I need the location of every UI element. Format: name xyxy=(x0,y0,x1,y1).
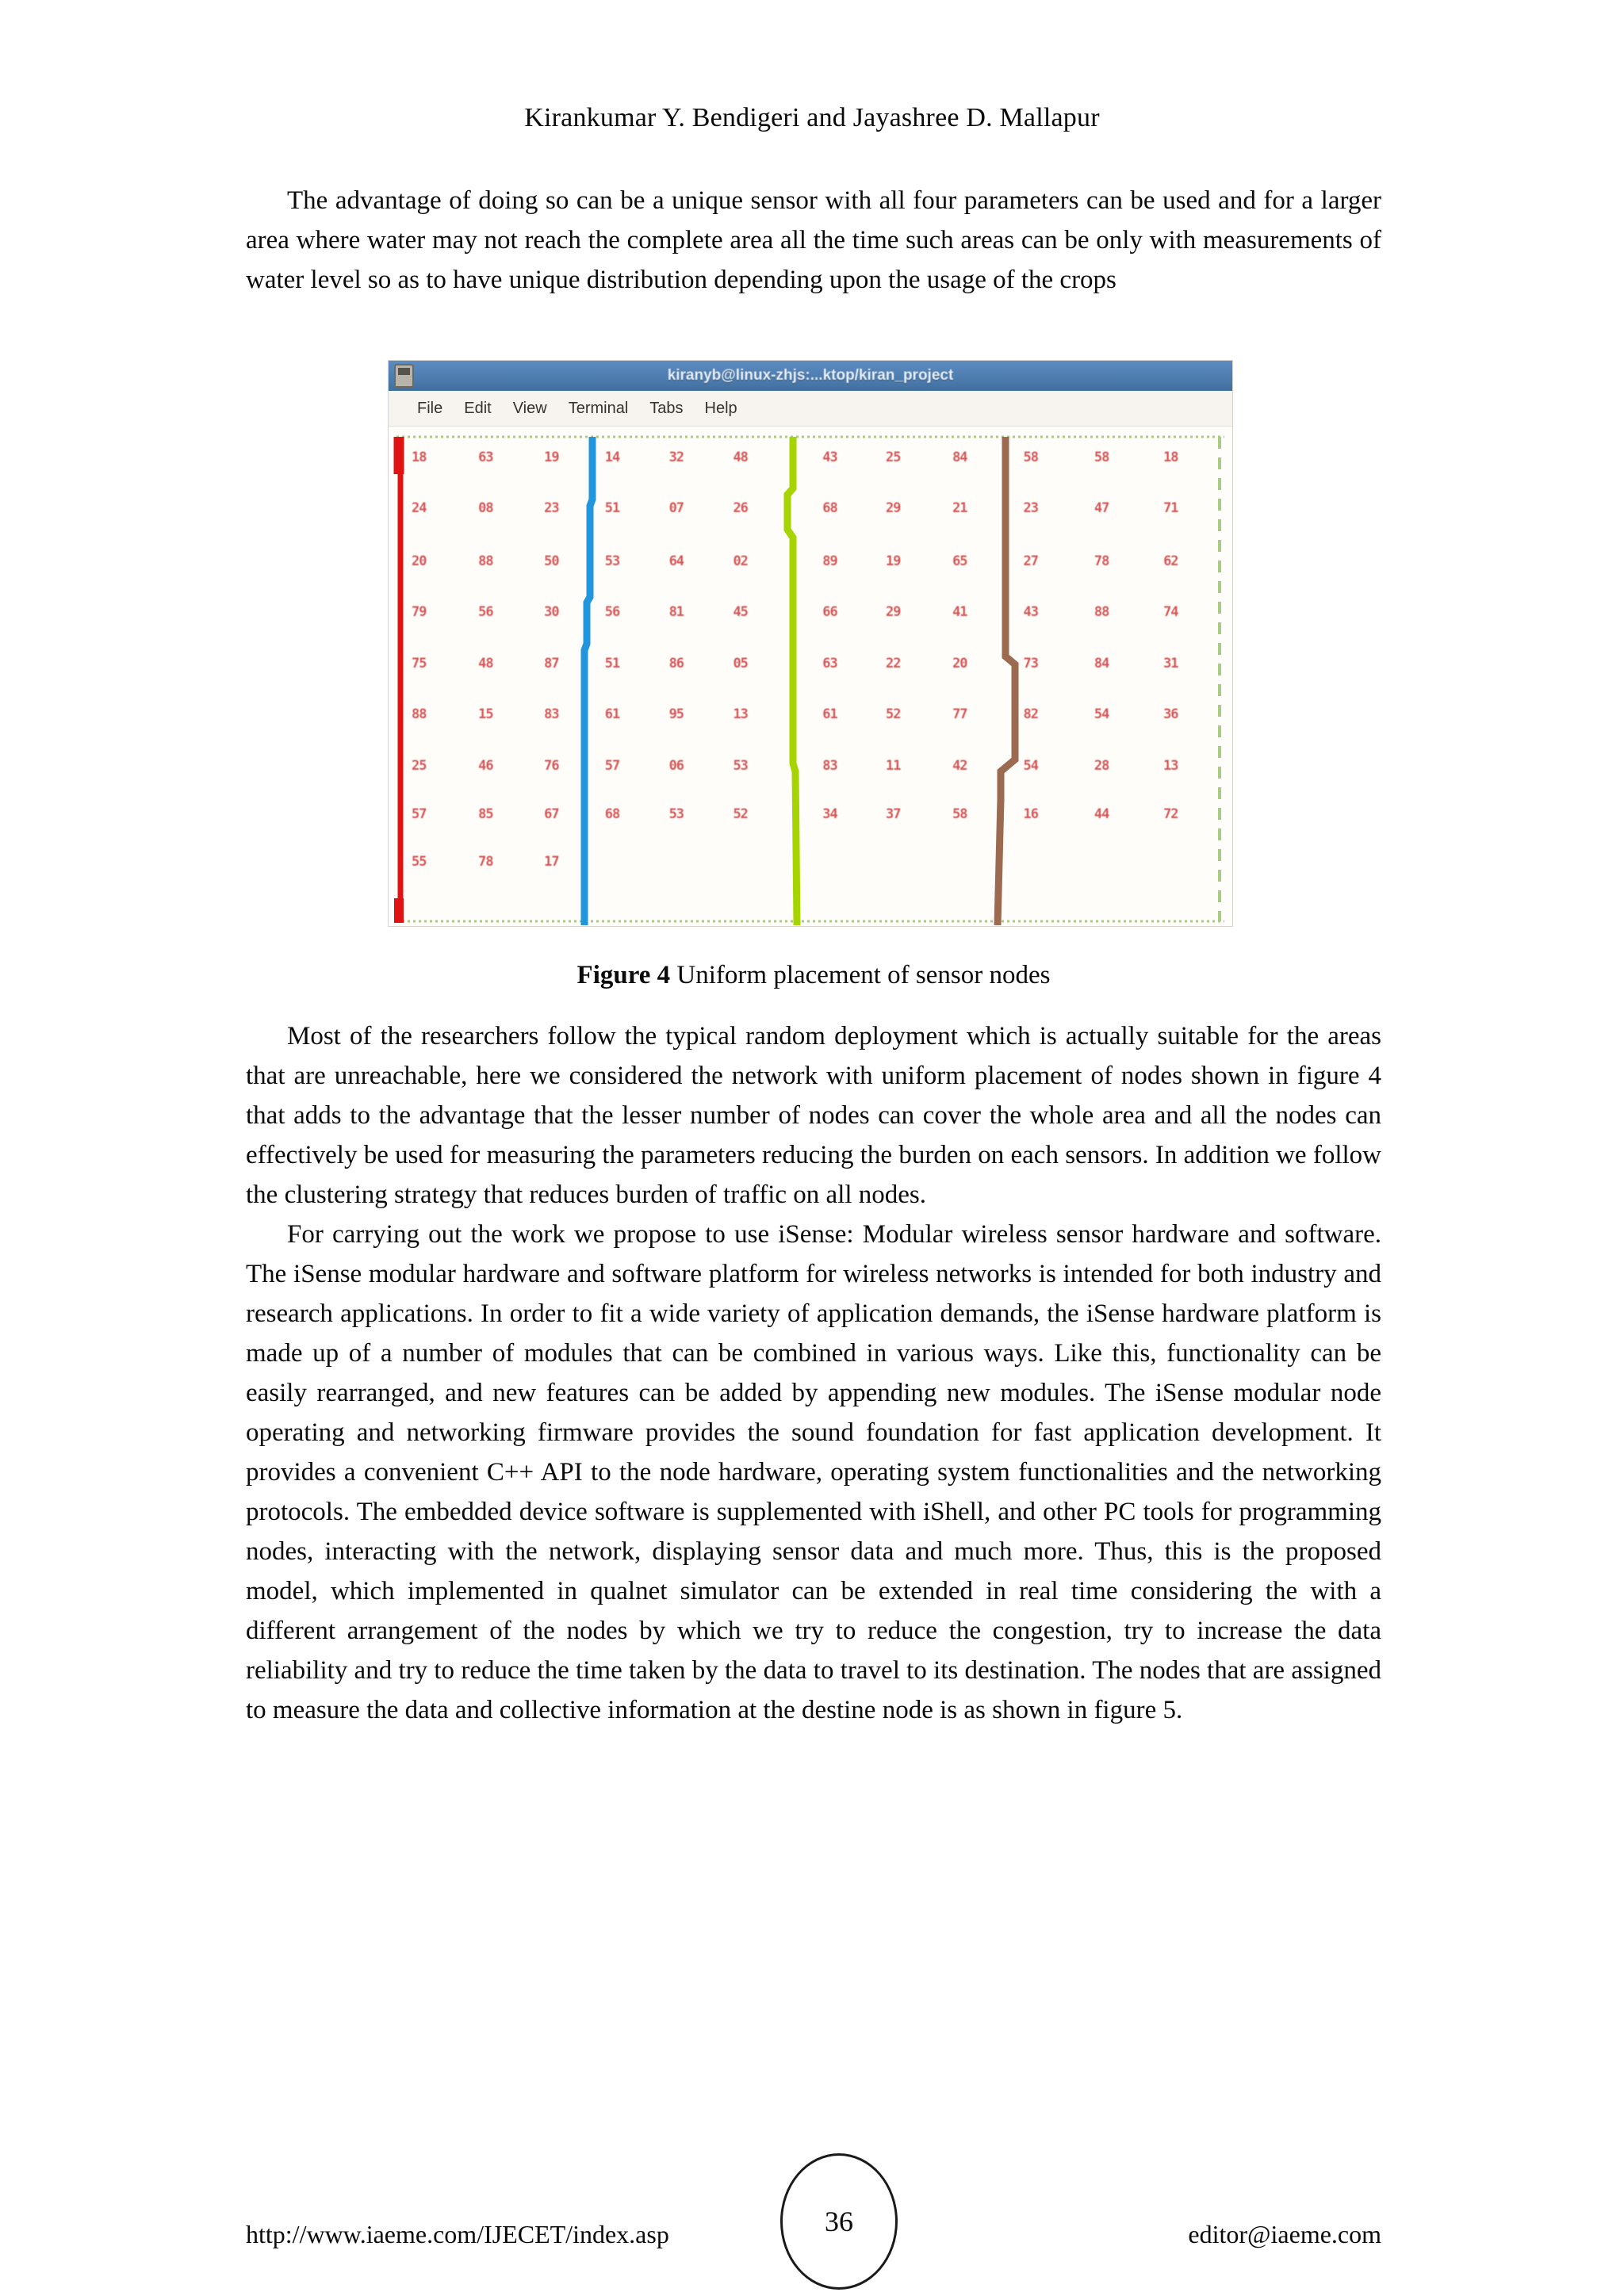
sensor-node-value: 57 xyxy=(412,806,427,823)
sensor-node-value: 72 xyxy=(1163,806,1178,823)
sensor-node-value: 57 xyxy=(604,757,620,774)
sensor-node-value: 20 xyxy=(412,553,427,570)
footer-editor-email[interactable]: editor@iaeme.com xyxy=(1188,2220,1381,2248)
menu-item-file: File xyxy=(417,399,443,417)
sensor-node-value: 50 xyxy=(544,553,559,570)
sensor-node-value: 36 xyxy=(1163,706,1178,722)
sensor-node-value: 15 xyxy=(478,706,493,722)
sensor-node-value: 54 xyxy=(1023,757,1038,774)
sensor-node-value: 81 xyxy=(668,603,684,620)
sensor-node-value: 05 xyxy=(733,655,748,672)
sensor-node-value: 54 xyxy=(1094,706,1109,722)
sensor-node-value: 19 xyxy=(886,553,901,570)
sensor-node-value: 48 xyxy=(733,449,748,465)
figure4-caption xyxy=(246,961,1381,990)
sensor-node-value: 79 xyxy=(412,603,427,620)
sensor-node-value: 29 xyxy=(886,499,901,516)
sensor-node-value: 13 xyxy=(733,706,748,722)
sensor-node-value: 34 xyxy=(822,806,837,823)
cluster-line-brown xyxy=(998,437,1015,925)
sensor-node-value: 88 xyxy=(412,706,427,722)
figure4-caption-label: Figure 4 xyxy=(576,961,671,989)
sensor-node-value: 41 xyxy=(952,603,967,620)
sensor-node-value: 85 xyxy=(478,806,493,823)
sensor-node-value: 53 xyxy=(668,806,684,823)
sensor-node-value: 07 xyxy=(668,499,684,516)
sensor-node-value: 82 xyxy=(1023,706,1038,722)
sensor-node-value: 22 xyxy=(886,655,901,672)
sensor-node-value: 25 xyxy=(886,449,901,465)
footer-journal-url[interactable]: http://www.iaeme.com/IJECET/index.asp xyxy=(246,2220,669,2248)
sensor-node-value: 58 xyxy=(952,806,967,823)
sensor-node-value: 68 xyxy=(604,806,620,823)
menu-item-terminal: Terminal xyxy=(568,399,629,417)
sensor-node-value: 78 xyxy=(1094,553,1109,570)
window-titlebar xyxy=(389,361,1232,391)
sensor-node-value: 42 xyxy=(952,757,967,774)
sensor-node-value: 44 xyxy=(1094,806,1109,823)
sensor-node-value: 43 xyxy=(1023,603,1038,620)
sensor-node-value: 89 xyxy=(822,553,837,570)
paragraph-1: The advantage of doing so can be a unique sensor with all four parameters can be used and for a larger area where water may not reach the complete area all the time such areas can be only with measurements of water level so as to have unique distribution depending upon the usage of the crops xyxy=(246,186,1381,294)
sensor-node-value: 84 xyxy=(1094,655,1109,672)
sensor-node-value: 87 xyxy=(544,655,559,672)
sensor-node-value: 29 xyxy=(886,603,901,620)
sensor-node-value: 88 xyxy=(478,553,493,570)
sensor-node-value: 52 xyxy=(733,806,748,823)
sensor-node-value: 88 xyxy=(1094,603,1109,620)
page-number: 36 xyxy=(825,2206,853,2237)
sensor-node-value: 51 xyxy=(604,499,620,516)
sensor-node-value: 32 xyxy=(668,449,684,465)
sensor-node-value: 76 xyxy=(544,757,559,774)
sensor-node-value: 95 xyxy=(668,706,684,722)
sensor-node-value: 11 xyxy=(886,757,901,774)
sensor-node-value: 14 xyxy=(604,449,620,465)
sensor-node-value: 24 xyxy=(412,499,427,516)
sensor-node-value: 73 xyxy=(1023,655,1038,672)
sensor-node-value: 06 xyxy=(668,757,684,774)
sensor-node-value: 68 xyxy=(822,499,837,516)
sensor-node-value: 75 xyxy=(412,655,427,672)
sensor-node-value: 56 xyxy=(478,603,493,620)
figure4-caption-text: Uniform placement of sensor nodes xyxy=(670,961,1051,989)
sensor-node-value: 23 xyxy=(1023,499,1038,516)
sensor-node-value: 27 xyxy=(1023,553,1038,570)
sensor-node-value: 08 xyxy=(478,499,493,516)
sensor-node-value: 66 xyxy=(822,603,837,620)
sensor-node-value: 25 xyxy=(412,757,427,774)
sensor-node-value: 77 xyxy=(952,706,967,722)
sensor-node-value: 30 xyxy=(544,603,559,620)
sensor-node-value: 48 xyxy=(478,655,493,672)
sensor-node-value: 65 xyxy=(952,553,967,570)
sensor-grid xyxy=(389,427,1232,925)
sensor-node-value: 56 xyxy=(604,603,620,620)
sensor-node-value: 58 xyxy=(1023,449,1038,465)
sensor-node-value: 53 xyxy=(604,553,620,570)
sensor-node-value: 51 xyxy=(604,655,620,672)
sensor-node-value: 53 xyxy=(733,757,748,774)
sensor-node-value: 28 xyxy=(1094,757,1109,774)
cluster-line-blue xyxy=(584,437,592,925)
sensor-node-value: 61 xyxy=(822,706,837,722)
sensor-node-value: 83 xyxy=(544,706,559,722)
sensor-node-value: 84 xyxy=(952,449,967,465)
menu-item-tabs: Tabs xyxy=(649,399,684,417)
sensor-node-value: 21 xyxy=(952,499,967,516)
terminal-window-icon xyxy=(394,364,414,388)
figure4-terminal-window xyxy=(389,361,1232,926)
sensor-node-value: 16 xyxy=(1023,806,1038,823)
menu-bar xyxy=(389,391,1232,427)
sensor-node-value: 74 xyxy=(1163,603,1178,620)
sensor-node-value: 71 xyxy=(1163,499,1178,516)
sensor-node-value: 63 xyxy=(478,449,493,465)
sensor-node-value: 52 xyxy=(886,706,901,722)
sensor-node-value: 78 xyxy=(478,854,493,871)
paragraph-2: Most of the researchers follow the typical random deployment which is actually suitable for the areas that are unreachable, here we considered the network with uniform placement of nodes shown in figure 4 that adds to the advantage that the lesser number of nodes can cover the whole area and all the nodes can effectively be used for measuring the parameters reducing the burden on each sensors. In addition we follow the clustering strategy that reduces burden of traffic on all nodes. xyxy=(246,1022,1381,1209)
menu-item-edit: Edit xyxy=(464,399,492,417)
sensor-node-value: 43 xyxy=(822,449,837,465)
sensor-node-value: 18 xyxy=(1163,449,1178,465)
sensor-node-value: 45 xyxy=(733,603,748,620)
paragraph-3: For carrying out the work we propose to use iSense: Modular wireless sensor hardware and software. The iSense modular hardware and software platform for wireless networks is intended for both industry and research applications. In order to fit a wide variety of application demands, the iSense hardware platform is made up of a number of modules that can be combined in various ways. Like this, functionality can be easily rearranged, and new features can be added by appending new modules. The iSense modular node operating and networking firmware provides the sound foundation for fast application development. It provides a convenient C++ API to the node hardware, operating system functionalities and the networking protocols. The embedded device software is supplemented with iShell, and other PC tools for programming nodes, interacting with the network, displaying sensor data and much more. Thus, this is the proposed model, which implemented in qualnet simulator can be extended in real time considering the with a different arrangement of the nodes by which we try to reduce the congestion, try to increase the data reliability and try to reduce the time taken by the data to travel to its destination. The nodes that are assigned to measure the data and collective information at the destine node is as shown in figure 5. xyxy=(246,1220,1381,1724)
sensor-node-value: 13 xyxy=(1163,757,1178,774)
sensor-node-value: 02 xyxy=(733,553,748,570)
sensor-node-value: 55 xyxy=(412,854,427,871)
sensor-node-value: 19 xyxy=(544,449,559,465)
authors-line: Kirankumar Y. Bendigeri and Jayashree D. Mallapur xyxy=(524,103,1100,132)
body-text-block xyxy=(246,1016,1381,1730)
sensor-node-value: 47 xyxy=(1094,499,1109,516)
sensor-node-value: 67 xyxy=(544,806,559,823)
cluster-line-green xyxy=(787,437,797,925)
sensor-node-value: 23 xyxy=(544,499,559,516)
sensor-node-value: 17 xyxy=(544,854,559,871)
menu-item-view: View xyxy=(512,399,547,417)
sensor-node-value: 64 xyxy=(668,553,684,570)
window-title: kiranyb@linux-zhjs:...ktop/kiran_project xyxy=(667,367,954,384)
sensor-node-value: 37 xyxy=(886,806,901,823)
sensor-node-value: 58 xyxy=(1094,449,1109,465)
sensor-node-value: 83 xyxy=(822,757,837,774)
sensor-node-value: 20 xyxy=(952,655,967,672)
sensor-node-value: 26 xyxy=(733,499,748,516)
sensor-node-value: 31 xyxy=(1163,655,1178,672)
sensor-node-value: 62 xyxy=(1163,553,1178,570)
sensor-node-value: 18 xyxy=(412,449,427,465)
sensor-node-value: 63 xyxy=(822,655,837,672)
sensor-node-value: 86 xyxy=(668,655,684,672)
sensor-node-value: 61 xyxy=(604,706,620,722)
sensor-node-value: 46 xyxy=(478,757,493,774)
menu-item-help: Help xyxy=(704,399,737,417)
paragraph-1-block xyxy=(246,181,1381,300)
page-number-oval xyxy=(780,2153,898,2290)
